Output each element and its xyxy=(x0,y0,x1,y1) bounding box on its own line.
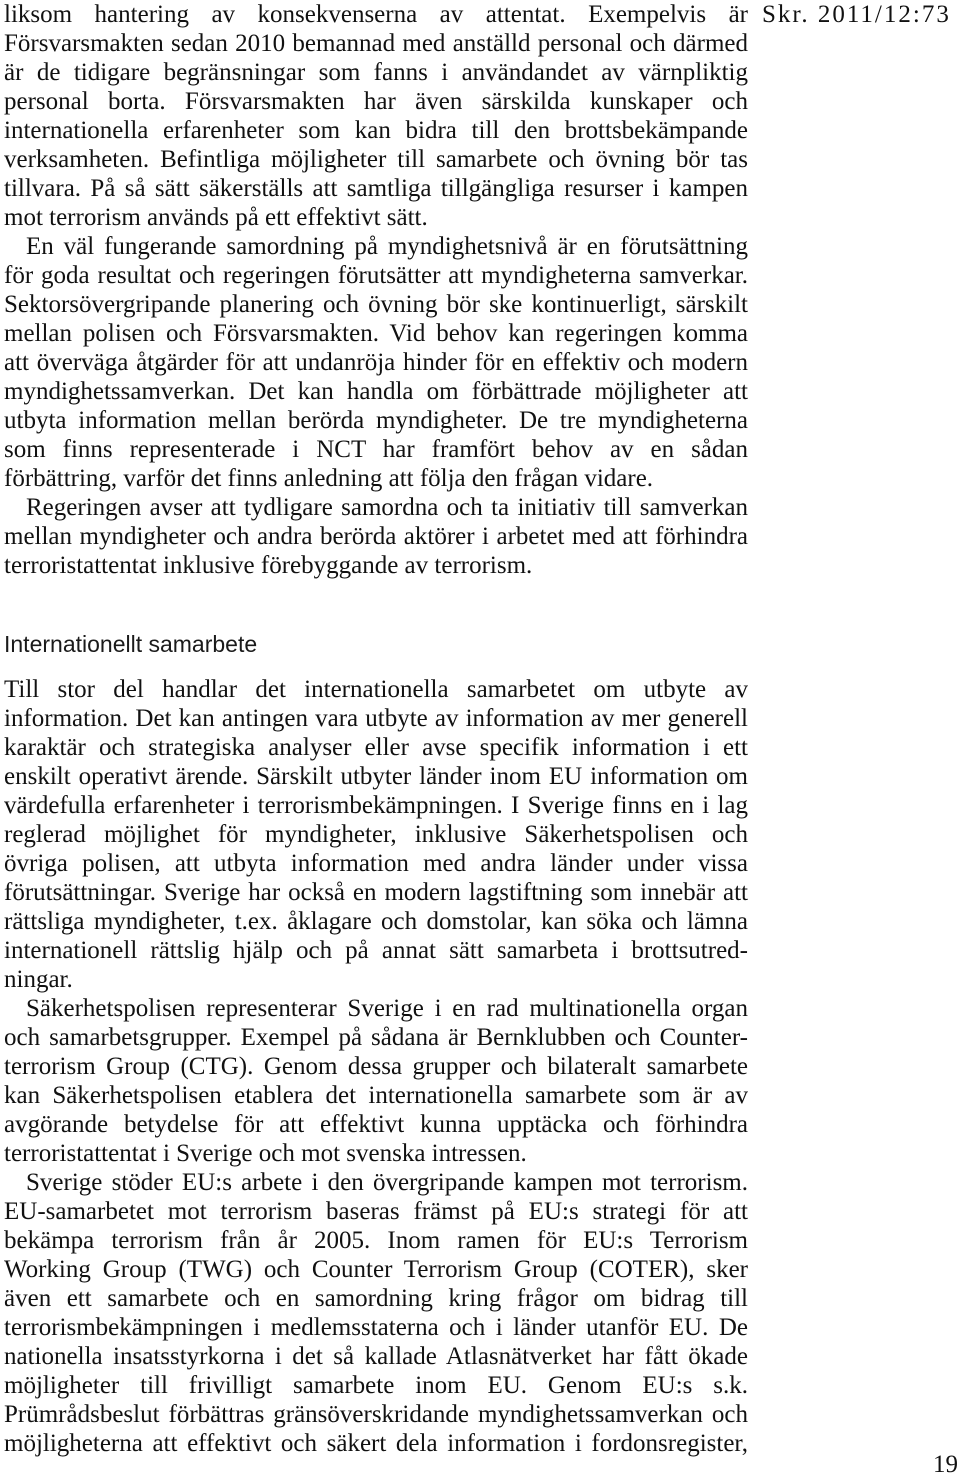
text-line: och samarbetsgrupper. Exempel på sådana är Bernklubben och Counter- xyxy=(4,1024,748,1051)
text-line: terrorismbekämpningen i medlemsstaterna och i länder utanför EU. De xyxy=(4,1314,748,1341)
section-body-text xyxy=(4,675,748,1458)
text-line: är de tidigare begränsningar som fanns i användandet av värnpliktig xyxy=(4,59,748,86)
text-line: som finns representerade i NCT har framfört behov av en sådan xyxy=(4,436,748,463)
paragraph xyxy=(4,493,748,580)
text-line: terroristattentat i Sverige och mot svenska intressen. xyxy=(4,1140,527,1167)
text-line: utbyta information mellan berörda myndigheter. De tre myndigheterna xyxy=(4,407,748,434)
text-line: mellan myndigheter och andra berörda aktörer i arbetet med att förhindra xyxy=(4,523,748,550)
text-line: Sverige stöder EU:s arbete i den övergripande kampen mot terrorism. xyxy=(26,1169,748,1196)
text-line: Sektorsövergripande planering och övning bör ske kontinuerligt, särskilt xyxy=(4,291,748,318)
paragraph xyxy=(4,1168,748,1458)
text-line: liksom hantering av konsekvenserna av attentat. Exempelvis är xyxy=(4,1,748,28)
text-line: Regeringen avser att tydligare samordna och ta initiativ till samverkan xyxy=(26,494,748,521)
text-line: terroristattentat inklusive förebyggande av terrorism. xyxy=(4,552,533,579)
text-line: rättsliga myndigheter, t.ex. åklagare och domstolar, kan söka och lämna xyxy=(4,908,748,935)
text-line: Prümrådsbeslut förbättras gränsöverskridande myndighetssamverkan och xyxy=(4,1401,748,1428)
paragraph xyxy=(4,0,748,232)
text-line: Till stor del handlar det internationella samarbetet om utbyte av xyxy=(4,676,748,703)
document-reference: Skr. 2011/12:73 xyxy=(762,1,951,28)
paragraph xyxy=(4,675,748,994)
text-line: kan Säkerhetspolisen etablera det internationella samarbete som är av xyxy=(4,1082,748,1109)
text-line: reglerad möjlighet för myndigheter, inklusive Säkerhetspolisen och xyxy=(4,821,748,848)
text-line: internationella erfarenheter som kan bidra till den brottsbekämpande xyxy=(4,117,748,144)
text-line: Working Group (TWG) och Counter Terrorism Group (COTER), sker xyxy=(4,1256,748,1283)
section-heading: Internationellt samarbete xyxy=(4,631,258,657)
text-line: möjligheterna att effektivt och säkert dela information i fordonsregister, xyxy=(4,1430,748,1457)
text-line: bekämpa terrorism från år 2005. Inom ramen för EU:s Terrorism xyxy=(4,1227,748,1254)
text-line: En väl fungerande samordning på myndighetsnivå är en förutsättning xyxy=(26,233,748,260)
text-line: verksamheten. Befintliga möjligheter till samarbete och övning bör tas xyxy=(4,146,748,173)
text-line: för goda resultat och regeringen förutsätter att myndigheterna samverkar. xyxy=(4,262,748,289)
text-line: enskilt operativt ärende. Särskilt utbyter länder inom EU information om xyxy=(4,763,748,790)
text-line: karaktär och strategiska analyser eller avse specifik information i ett xyxy=(4,734,748,761)
text-line: övriga polisen, att utbyta information med andra länder under vissa xyxy=(4,850,748,877)
text-line: mot terrorism används på ett effektivt sätt. xyxy=(4,204,428,231)
text-line: även ett samarbete och en samordning kring frågor om bidrag till xyxy=(4,1285,748,1312)
page-number: 19 xyxy=(933,1451,958,1478)
text-line: mellan polisen och Försvarsmakten. Vid behov kan regeringen komma xyxy=(4,320,748,347)
text-line: förutsättningar. Sverige har också en modern lagstiftning som innebär att xyxy=(4,879,748,906)
text-line: värdefulla erfarenheter i terrorismbekämpningen. I Sverige finns en i lag xyxy=(4,792,748,819)
text-line: internationell rättslig hjälp och på annat sätt samarbeta i brottsutred- xyxy=(4,937,748,964)
text-line: information. Det kan antingen vara utbyte av information av mer generell xyxy=(4,705,748,732)
text-line: Säkerhetspolisen representerar Sverige i en rad multinationella organ xyxy=(26,995,748,1022)
paragraph xyxy=(4,232,748,493)
text-line: EU-samarbetet mot terrorism baseras främst på EU:s strategi för att xyxy=(4,1198,748,1225)
text-line: att överväga åtgärder för att undanröja hinder för en effektiv och modern xyxy=(4,349,748,376)
paragraph xyxy=(4,994,748,1168)
text-line: myndighetssamverkan. Det kan handla om förbättrade möjligheter att xyxy=(4,378,748,405)
text-line: nationella insatsstyrkorna i det så kallade Atlasnätverket har fått ökade xyxy=(4,1343,748,1370)
text-line: Försvarsmakten sedan 2010 bemannad med anställd personal och därmed xyxy=(4,30,748,57)
text-line: personal borta. Försvarsmakten har även särskilda kunskaper och xyxy=(4,88,748,115)
text-line: förbättring, varför det finns anledning att följa den frågan vidare. xyxy=(4,465,654,492)
text-line: tillvara. På så sätt säkerställs att samtliga tillgängliga resurser i kampen xyxy=(4,175,748,202)
text-line: avgörande betydelse för att effektivt kunna upptäcka och förhindra xyxy=(4,1111,748,1138)
text-line: terrorism Group (CTG). Genom dessa grupper och bilateralt samarbete xyxy=(4,1053,748,1080)
body-text-continued xyxy=(4,0,748,580)
text-line: ningar. xyxy=(4,966,73,993)
text-line: möjligheter till frivilligt samarbete inom EU. Genom EU:s s.k. xyxy=(4,1372,748,1399)
